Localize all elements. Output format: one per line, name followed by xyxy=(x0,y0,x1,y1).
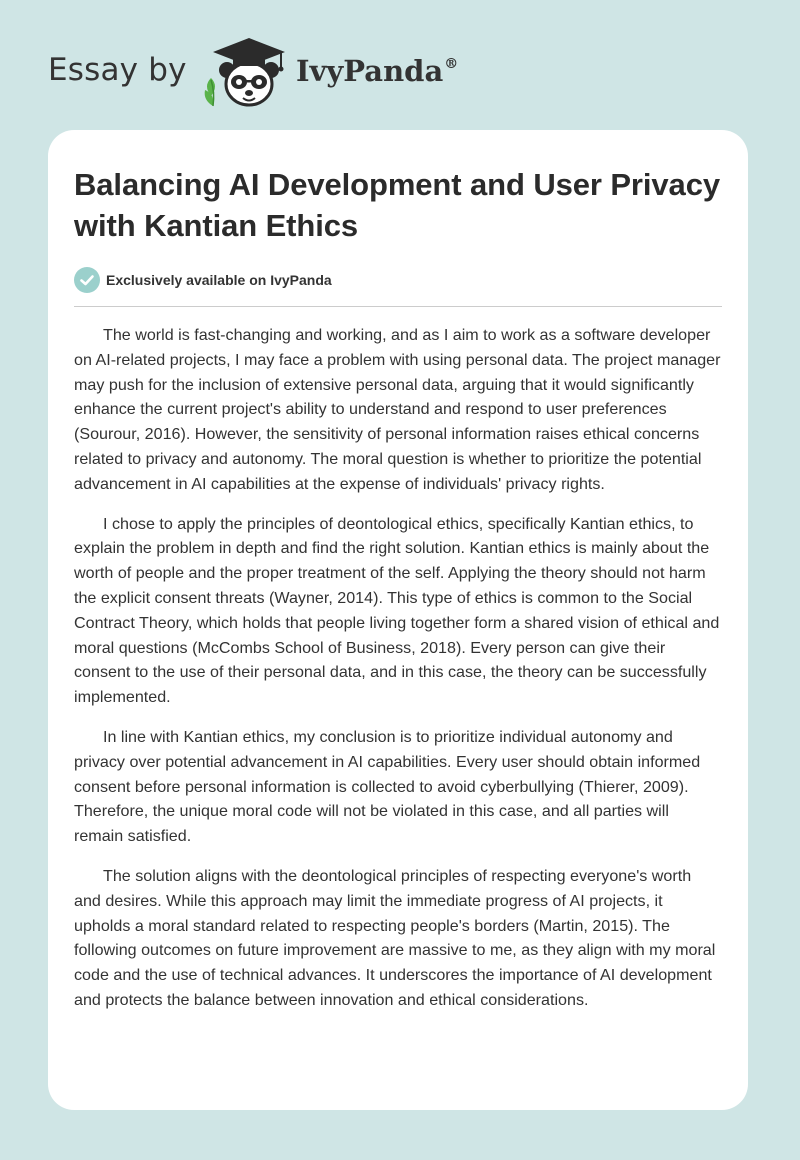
divider xyxy=(74,306,722,307)
check-circle-icon xyxy=(74,267,100,293)
registered-mark: ® xyxy=(444,56,459,72)
brand-header xyxy=(48,34,508,110)
panda-graduate-logo-icon[interactable] xyxy=(201,34,293,110)
paragraph: In line with Kantian ethics, my conclusion is to prioritize individual autonomy and privacy over potential advancement in AI capabilities. Every user should obtain informed consent before personal information is collected to avoid cyberbullying (Thierer, 2009). Therefore, the unique moral code will not be violated in this case, and all parties will remain satisfied. xyxy=(74,727,701,846)
essay-body xyxy=(74,323,722,1013)
brand-name-text: IvyPanda xyxy=(296,54,444,88)
essay-card xyxy=(48,130,748,1110)
brand-prefix: Essay by xyxy=(48,52,187,88)
paragraph: I chose to apply the principles of deontological ethics, specifically Kantian ethics, to explain the problem in depth and find the right solution. Kantian ethics is mainly about the worth of people and the proper treatment of the self. Applying the theory should not harm the explicit consent threats (Wayner, 2014). This type of ethics is common to the Social Contract Theory, which holds that people living together form a shared vision of ethical and moral questions (McCombs School of Business, 2018). Every person can give their consent to the use of their personal data, and in this case, the theory can be successfully implemented. xyxy=(74,514,720,707)
paragraph: The solution aligns with the deontological principles of respecting everyone's worth and desires. While this approach may limit the immediate progress of AI projects, it upholds a moral standard related to respecting people's borders (Martin, 2015). The following outcomes on future improvement are massive to me, as they align with my moral code and the use of technical advances. It underscores the importance of AI development and protects the balance between innovation and ethical considerations. xyxy=(74,866,716,1009)
essay-title: Balancing AI Development and User Privacy with Kantian Ethics xyxy=(74,167,720,243)
badge-text: Exclusively available on IvyPanda xyxy=(106,272,332,288)
exclusive-badge xyxy=(74,266,722,294)
paragraph: The world is fast-changing and working, and as I aim to work as a software developer on AI-related projects, I may face a problem with using personal data. The project manager may push for the inclusion of extensive personal data, arguing that it would significantly enhance the current project's ability to understand and respond to user preferences (Sourour, 2016). However, the sensitivity of personal information raises ethical concerns related to privacy and autonomy. The moral question is whether to prioritize the potential advancement in AI capabilities at the expense of individuals' privacy rights. xyxy=(74,326,721,493)
brand-name xyxy=(296,54,458,88)
